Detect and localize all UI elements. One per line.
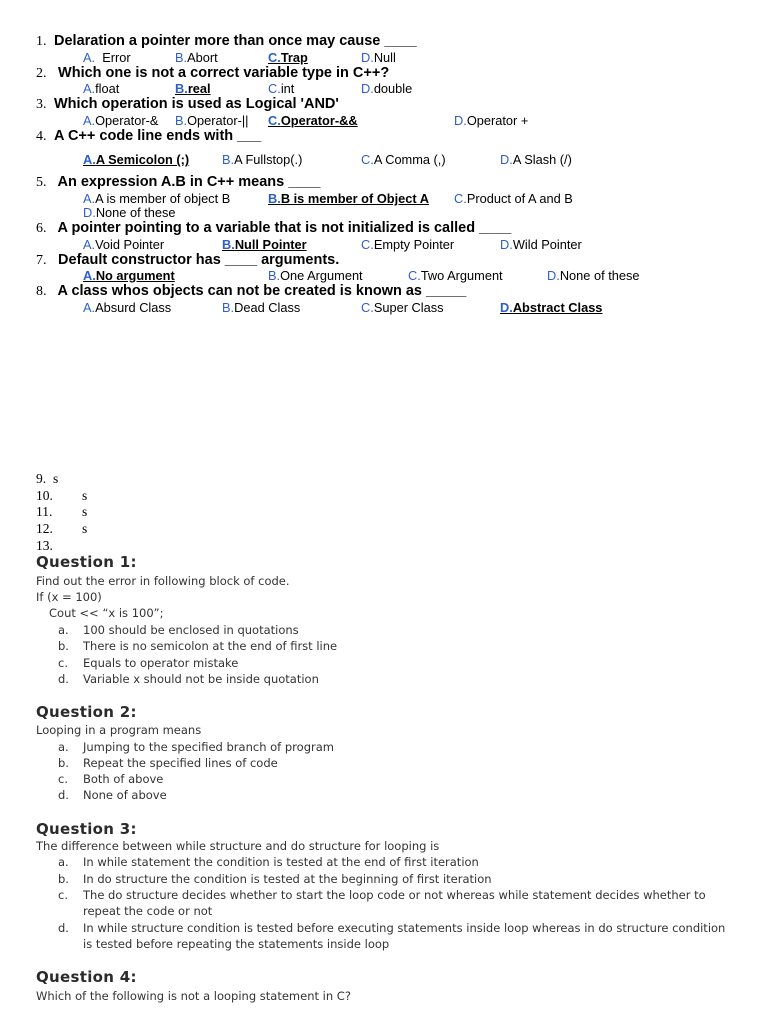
mcq-5-option-c: C.Product of A and B	[454, 191, 573, 206]
list-item-10: 10. s	[36, 488, 88, 503]
mcq-4-option-c: C.A Comma (,)	[361, 152, 446, 167]
mcq-6-option-d: D.Wild Pointer	[500, 237, 582, 252]
question-3-option-b: b. In do structure the condition is tested at the beginning of first iteration	[58, 872, 492, 886]
mcq-1-question: 1. Delaration a pointer more than once may cause ____	[36, 33, 417, 49]
mcq-5-option-b-answer: B.B is member of Object A	[268, 191, 429, 206]
mcq-2-option-a: A.float	[83, 81, 120, 96]
mcq-6-question: 6. A pointer pointing to a variable that is not initialized is called ____	[36, 220, 512, 236]
mcq-4-option-b: B.A Fullstop(.)	[222, 152, 303, 167]
mcq-2-option-c: C.int	[268, 81, 295, 96]
mcq-3-question: 3. Which operation is used as Logical 'AND'	[36, 96, 339, 112]
question-1-code-line-1: If (x = 100)	[36, 590, 102, 604]
mcq-8-question: 8. A class whos objects can not be created is known as _____	[36, 283, 467, 299]
mcq-8-option-a: A.Absurd Class	[83, 300, 172, 315]
mcq-6-option-b-answer: B.Null Pointer	[222, 237, 307, 252]
question-3-option-c: c. The do structure decides whether to start the loop code or not whereas while statement decides whether to repeat the code or not	[58, 888, 706, 918]
mcq-1-option-a: A. Error	[83, 50, 131, 65]
mcq-7-option-d: D.None of these	[547, 268, 640, 283]
mcq-1-option-c-answer: C.Trap	[268, 50, 308, 65]
question-2-option-d: d. None of above	[58, 788, 167, 802]
question-2-heading: Question 2:	[36, 703, 137, 721]
question-1-option-c: c. Equals to operator mistake	[58, 656, 239, 670]
mcq-8-option-b: B.Dead Class	[222, 300, 301, 315]
question-1-option-a: a.100 should be enclosed in quotations	[58, 623, 299, 637]
mcq-7-question: 7. Default constructor has ____ arguments.	[36, 252, 340, 268]
list-item-11: 11. s	[36, 504, 88, 519]
mcq-8-option-c: C.Super Class	[361, 300, 444, 315]
question-1-code-line-2: Cout << “x is 100”;	[49, 606, 164, 620]
mcq-4-question: 4. A C++ code line ends with ___	[36, 128, 262, 144]
question-1-option-d: d. Variable x should not be inside quotation	[58, 672, 319, 686]
mcq-7-option-b: B.One Argument	[268, 268, 363, 283]
question-2-option-c: c. Both of above	[58, 772, 164, 786]
question-1-prompt: Find out the error in following block of code.	[36, 574, 290, 588]
mcq-3-option-a: A.Operator-&	[83, 113, 159, 128]
question-1-heading: Question 1:	[36, 553, 137, 571]
mcq-3-option-c-answer: C.Operator-&&	[268, 113, 358, 128]
mcq-4-option-a-answer: A.A Semicolon (;)	[83, 152, 190, 167]
question-3-option-a: a.In while statement the condition is tested at the end of first iteration	[58, 855, 479, 869]
mcq-5-option-a: A.A is member of object B	[83, 191, 231, 206]
list-item-13: 13.	[36, 538, 53, 553]
question-2-option-b: b. Repeat the specified lines of code	[58, 756, 278, 770]
mcq-7-option-c: C.Two Argument	[408, 268, 503, 283]
mcq-3-option-d: D.Operator +	[454, 113, 529, 128]
mcq-3-option-b: B.Operator-||	[175, 113, 249, 128]
mcq-1-option-b: B.Abort	[175, 50, 218, 65]
mcq-2-option-d: D.double	[361, 81, 413, 96]
question-3-option-d: d. In while structure condition is tested before executing statements inside loop whereas in do structure condition is tested before repeating the statements inside loop	[58, 921, 726, 951]
mcq-2-question: 2. Which one is not a correct variable type in C++?	[36, 65, 390, 81]
question-3-prompt: The difference between while structure and do structure for looping is	[36, 839, 440, 853]
question-4-heading: Question 4:	[36, 968, 137, 986]
mcq-1-option-d: D.Null	[361, 50, 396, 65]
question-2-prompt: Looping in a program means	[36, 723, 202, 737]
question-2-option-a: a.Jumping to the specified branch of program	[58, 740, 334, 754]
mcq-5-question: 5. An expression A.B in C++ means ____	[36, 174, 321, 190]
mcq-4-option-d: D.A Slash (/)	[500, 152, 572, 167]
question-1-option-b: b. There is no semicolon at the end of first line	[58, 639, 338, 653]
mcq-6-option-c: C.Empty Pointer	[361, 237, 455, 252]
mcq-6-option-a: A.Void Pointer	[83, 237, 165, 252]
mcq-7-option-a-answer: A.No argument	[83, 268, 175, 283]
mcq-2-option-b-answer: B.real	[175, 81, 211, 96]
list-item-12: 12. s	[36, 521, 88, 536]
question-3-heading: Question 3:	[36, 820, 137, 838]
mcq-8-option-d-answer: D.Abstract Class	[500, 300, 603, 315]
mcq-5-option-d: D.None of these	[83, 205, 176, 220]
list-item-9: 9. s	[36, 471, 59, 486]
question-4-prompt: Which of the following is not a looping statement in C?	[36, 989, 351, 1003]
